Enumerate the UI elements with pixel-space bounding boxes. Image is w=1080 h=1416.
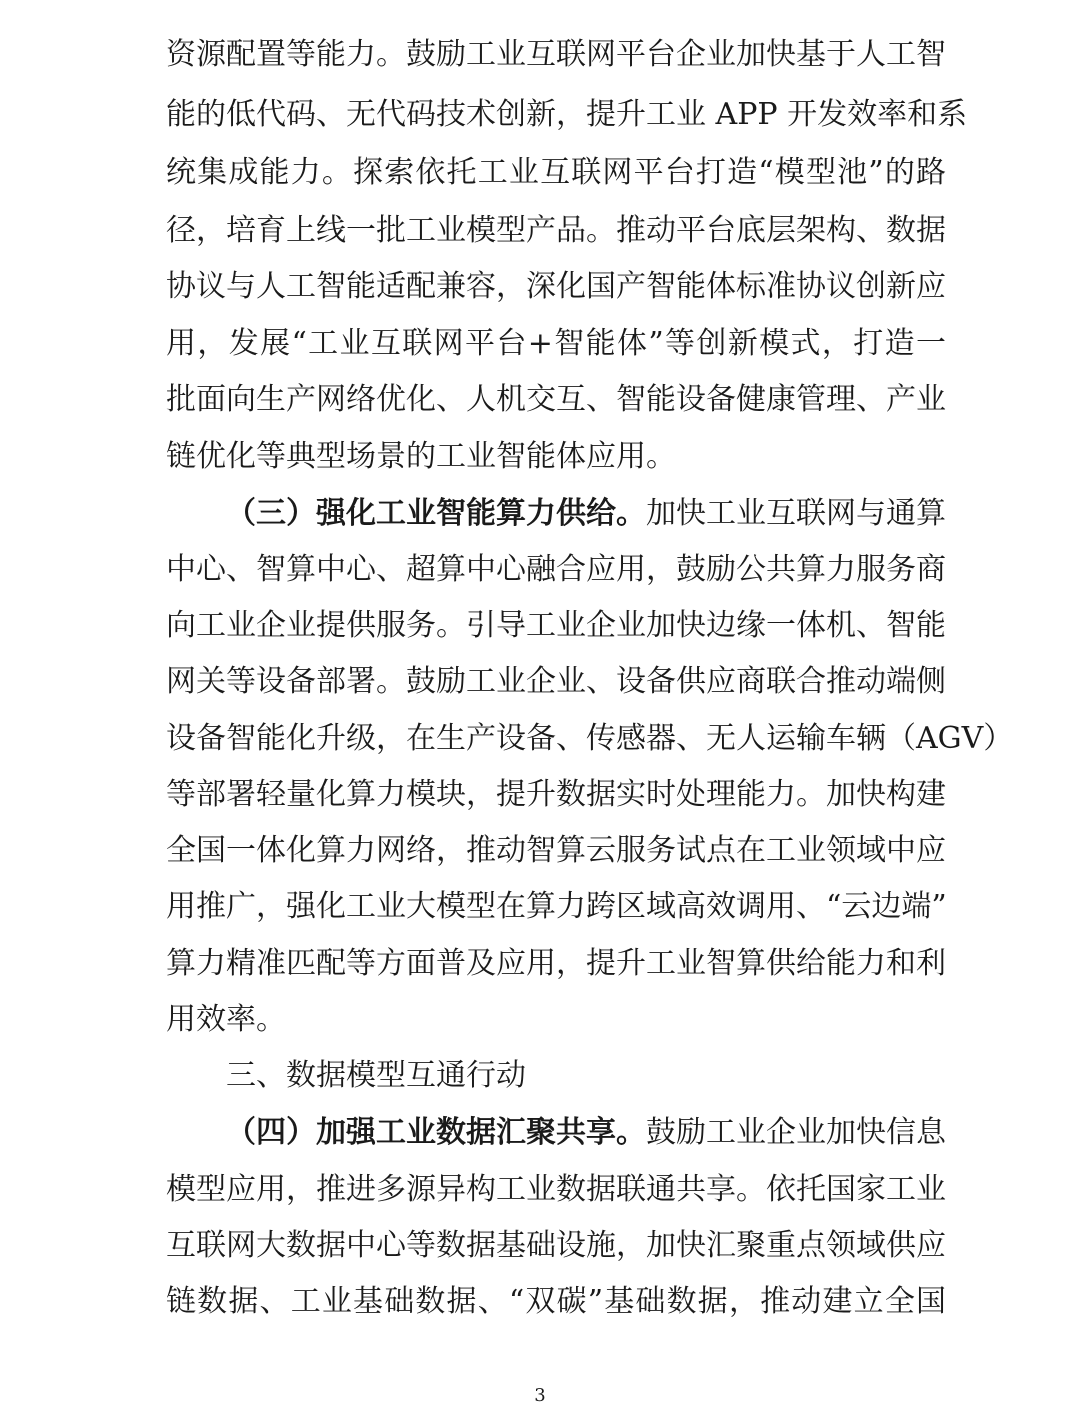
section-three-first-line [226,495,946,533]
body-line: 互联网大数据中心等数据基础设施，加快汇聚重点领域供应 [166,1228,946,1263]
body-line: 模型应用，推进多源异构工业数据联通共享。依托国家工业 [166,1172,946,1207]
body-line: 网关等设备部署。鼓励工业企业、设备供应商联合推动端侧 [166,664,946,699]
body-line: 全国一体化算力网络，推动智算云服务试点在工业领域中应 [166,833,946,868]
part-heading: 三、数据模型互通行动 [226,1058,526,1093]
body-line: 用效率。 [166,1002,286,1037]
body-line: 链优化等典型场景的工业智能体应用。 [166,439,676,474]
body-line: 资源配置等能力。鼓励工业互联网平台企业加快基于人工智 [166,37,946,72]
body-line: 径，培育上线一批工业模型产品。推动平台底层架构、数据 [166,213,946,248]
body-line: 算力精准匹配等方面普及应用，提升工业智算供给能力和利 [166,946,946,981]
section-three-first-text: 加快工业互联网与通算 [646,496,946,531]
section-four-first-text: 鼓励工业企业加快信息 [646,1115,946,1150]
body-line: 链数据、工业基础数据、“双碳”基础数据，推动建立全国 [166,1284,946,1319]
body-line: 向工业企业提供服务。引导工业企业加快边缘一体机、智能 [166,608,946,643]
body-line: 统集成能力。探索依托工业互联网平台打造“模型池”的路 [166,155,946,190]
section-three-title: （三）强化工业智能算力供给。 [226,496,646,531]
body-line: 能的低代码、无代码技术创新，提升工业 APP 开发效率和系 [166,97,968,132]
body-line: 设备智能化升级，在生产设备、传感器、无人运输车辆（AGV） [166,721,1014,756]
body-line: 用推广，强化工业大模型在算力跨区域高效调用、“云边端” [166,889,947,924]
body-line: 等部署轻量化算力模块，提升数据实时处理能力。加快构建 [166,777,946,812]
body-line: 协议与人工智能适配兼容，深化国产智能体标准协议创新应 [166,269,946,304]
section-four-first-line [226,1114,946,1152]
body-line: 批面向生产网络优化、人机交互、智能设备健康管理、产业 [166,382,946,417]
page-number: 3 [534,1385,546,1406]
section-four-title: （四）加强工业数据汇聚共享。 [226,1115,646,1150]
body-line: 中心、智算中心、超算中心融合应用，鼓励公共算力服务商 [166,552,946,587]
body-line: 用，发展“工业互联网平台+智能体”等创新模式，打造一 [166,326,946,361]
